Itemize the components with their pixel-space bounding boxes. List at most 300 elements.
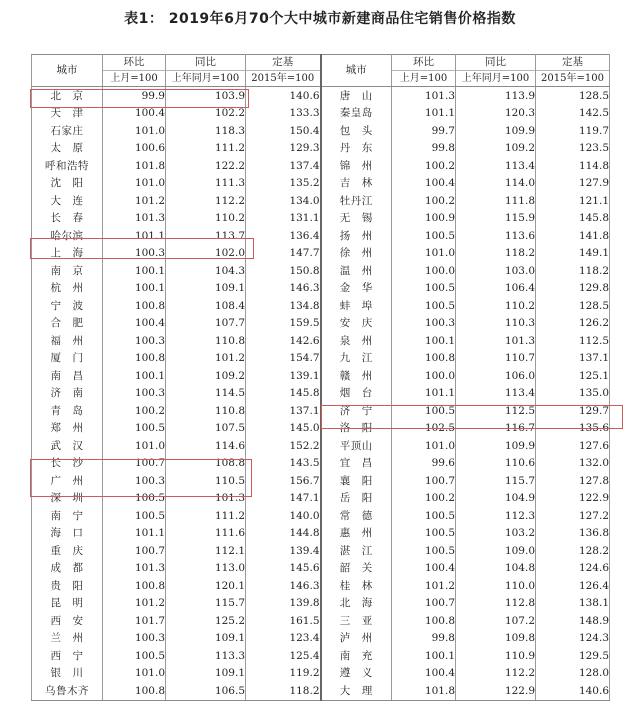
mom-cell-right: 102.5 bbox=[392, 420, 456, 438]
city-cell-right: 安 庆 bbox=[321, 315, 392, 333]
base-cell-right: 124.6 bbox=[536, 560, 610, 578]
mom-cell-left: 100.6 bbox=[103, 140, 166, 158]
subheader-yoy-left: 上年同月=100 bbox=[166, 71, 246, 87]
city-cell-right: 赣 州 bbox=[321, 367, 392, 385]
table-row bbox=[32, 455, 610, 473]
table-row bbox=[32, 315, 610, 333]
city-cell-left: 天 津 bbox=[32, 105, 103, 123]
yoy-cell-right: 113.6 bbox=[456, 227, 536, 245]
table-row bbox=[32, 105, 610, 123]
mom-cell-left: 100.8 bbox=[103, 682, 166, 700]
yoy-cell-left: 109.1 bbox=[166, 665, 246, 683]
mom-cell-right: 100.5 bbox=[392, 227, 456, 245]
base-cell-left: 142.6 bbox=[246, 332, 321, 350]
base-cell-left: 143.5 bbox=[246, 455, 321, 473]
city-cell-left: 银 川 bbox=[32, 665, 103, 683]
base-cell-left: 139.8 bbox=[246, 595, 321, 613]
table-row bbox=[32, 157, 610, 175]
mom-cell-right: 100.5 bbox=[392, 525, 456, 543]
mom-cell-right: 101.0 bbox=[392, 437, 456, 455]
table-row bbox=[32, 280, 610, 298]
base-cell-right: 149.1 bbox=[536, 245, 610, 263]
city-cell-left: 郑 州 bbox=[32, 420, 103, 438]
city-cell-left: 北 京 bbox=[32, 87, 103, 105]
mom-cell-right: 101.1 bbox=[392, 385, 456, 403]
base-cell-right: 142.5 bbox=[536, 105, 610, 123]
table-row bbox=[32, 245, 610, 263]
table-row bbox=[32, 647, 610, 665]
mom-cell-right: 100.5 bbox=[392, 542, 456, 560]
base-cell-left: 144.8 bbox=[246, 525, 321, 543]
city-cell-left: 乌鲁木齐 bbox=[32, 682, 103, 700]
yoy-cell-right: 112.2 bbox=[456, 665, 536, 683]
yoy-cell-right: 113.4 bbox=[456, 157, 536, 175]
header-base-right: 定基 bbox=[536, 55, 610, 71]
yoy-cell-right: 107.2 bbox=[456, 612, 536, 630]
yoy-cell-left: 103.9 bbox=[166, 87, 246, 105]
yoy-cell-left: 112.1 bbox=[166, 542, 246, 560]
city-cell-left: 西 安 bbox=[32, 612, 103, 630]
mom-cell-left: 100.3 bbox=[103, 332, 166, 350]
header-yoy-left: 同比 bbox=[166, 55, 246, 71]
header-city-right: 城市 bbox=[321, 55, 392, 87]
city-cell-left: 厦 门 bbox=[32, 350, 103, 368]
yoy-cell-right: 113.9 bbox=[456, 87, 536, 105]
city-cell-right: 金 华 bbox=[321, 280, 392, 298]
city-cell-left: 南 昌 bbox=[32, 367, 103, 385]
base-cell-right: 148.9 bbox=[536, 612, 610, 630]
mom-cell-left: 101.0 bbox=[103, 437, 166, 455]
city-cell-right: 秦皇岛 bbox=[321, 105, 392, 123]
yoy-cell-left: 110.8 bbox=[166, 402, 246, 420]
base-cell-left: 134.8 bbox=[246, 297, 321, 315]
table-row bbox=[32, 192, 610, 210]
yoy-cell-left: 109.1 bbox=[166, 630, 246, 648]
base-cell-left: 147.1 bbox=[246, 490, 321, 508]
yoy-cell-right: 112.3 bbox=[456, 507, 536, 525]
city-cell-right: 烟 台 bbox=[321, 385, 392, 403]
mom-cell-left: 101.0 bbox=[103, 175, 166, 193]
yoy-cell-right: 109.9 bbox=[456, 437, 536, 455]
city-cell-left: 广 州 bbox=[32, 472, 103, 490]
city-cell-left: 西 宁 bbox=[32, 647, 103, 665]
city-cell-right: 三 亚 bbox=[321, 612, 392, 630]
city-cell-left: 青 岛 bbox=[32, 402, 103, 420]
yoy-cell-right: 110.0 bbox=[456, 577, 536, 595]
mom-cell-left: 100.1 bbox=[103, 280, 166, 298]
city-cell-right: 扬 州 bbox=[321, 227, 392, 245]
yoy-cell-left: 109.2 bbox=[166, 367, 246, 385]
mom-cell-right: 100.0 bbox=[392, 367, 456, 385]
city-cell-left: 太 原 bbox=[32, 140, 103, 158]
city-cell-left: 宁 波 bbox=[32, 297, 103, 315]
mom-cell-right: 100.8 bbox=[392, 612, 456, 630]
city-cell-right: 锦 州 bbox=[321, 157, 392, 175]
base-cell-right: 127.2 bbox=[536, 507, 610, 525]
table-row bbox=[32, 367, 610, 385]
header-city-left: 城市 bbox=[32, 55, 103, 87]
mom-cell-left: 100.8 bbox=[103, 350, 166, 368]
base-cell-left: 137.1 bbox=[246, 402, 321, 420]
base-cell-left: 123.4 bbox=[246, 630, 321, 648]
city-cell-left: 福 州 bbox=[32, 332, 103, 350]
city-cell-left: 贵 阳 bbox=[32, 577, 103, 595]
mom-cell-left: 100.5 bbox=[103, 420, 166, 438]
city-cell-left: 大 连 bbox=[32, 192, 103, 210]
city-cell-right: 无 锡 bbox=[321, 210, 392, 228]
mom-cell-left: 100.7 bbox=[103, 455, 166, 473]
yoy-cell-right: 103.0 bbox=[456, 262, 536, 280]
base-cell-left: 147.7 bbox=[246, 245, 321, 263]
base-cell-right: 118.2 bbox=[536, 262, 610, 280]
table-row bbox=[32, 262, 610, 280]
base-cell-right: 124.3 bbox=[536, 630, 610, 648]
base-cell-left: 161.5 bbox=[246, 612, 321, 630]
yoy-cell-left: 108.4 bbox=[166, 297, 246, 315]
city-cell-right: 洛 阳 bbox=[321, 420, 392, 438]
base-cell-right: 135.6 bbox=[536, 420, 610, 438]
mom-cell-right: 100.2 bbox=[392, 157, 456, 175]
yoy-cell-right: 110.7 bbox=[456, 350, 536, 368]
yoy-cell-right: 110.3 bbox=[456, 315, 536, 333]
base-cell-left: 133.3 bbox=[246, 105, 321, 123]
city-cell-right: 济 宁 bbox=[321, 402, 392, 420]
city-cell-right: 牡丹江 bbox=[321, 192, 392, 210]
yoy-cell-right: 111.8 bbox=[456, 192, 536, 210]
table-row bbox=[32, 595, 610, 613]
city-cell-right: 温 州 bbox=[321, 262, 392, 280]
yoy-cell-left: 111.2 bbox=[166, 507, 246, 525]
table-row bbox=[32, 472, 610, 490]
mom-cell-right: 100.1 bbox=[392, 332, 456, 350]
city-cell-right: 泉 州 bbox=[321, 332, 392, 350]
yoy-cell-left: 113.0 bbox=[166, 560, 246, 578]
mom-cell-left: 100.7 bbox=[103, 542, 166, 560]
base-cell-right: 129.5 bbox=[536, 647, 610, 665]
yoy-cell-left: 110.2 bbox=[166, 210, 246, 228]
base-cell-left: 145.6 bbox=[246, 560, 321, 578]
city-cell-left: 重 庆 bbox=[32, 542, 103, 560]
mom-cell-right: 101.3 bbox=[392, 87, 456, 105]
base-cell-left: 152.2 bbox=[246, 437, 321, 455]
yoy-cell-left: 118.3 bbox=[166, 122, 246, 140]
city-cell-left: 昆 明 bbox=[32, 595, 103, 613]
yoy-cell-right: 106.4 bbox=[456, 280, 536, 298]
base-cell-right: 129.8 bbox=[536, 280, 610, 298]
yoy-cell-left: 102.0 bbox=[166, 245, 246, 263]
mom-cell-left: 100.5 bbox=[103, 490, 166, 508]
yoy-cell-right: 101.3 bbox=[456, 332, 536, 350]
city-cell-right: 北 海 bbox=[321, 595, 392, 613]
mom-cell-left: 100.4 bbox=[103, 105, 166, 123]
city-cell-left: 合 肥 bbox=[32, 315, 103, 333]
mom-cell-right: 100.0 bbox=[392, 262, 456, 280]
base-cell-left: 125.4 bbox=[246, 647, 321, 665]
base-cell-right: 128.2 bbox=[536, 542, 610, 560]
base-cell-right: 123.5 bbox=[536, 140, 610, 158]
mom-cell-left: 100.8 bbox=[103, 577, 166, 595]
table-row bbox=[32, 437, 610, 455]
yoy-cell-left: 113.7 bbox=[166, 227, 246, 245]
city-cell-left: 杭 州 bbox=[32, 280, 103, 298]
yoy-cell-left: 114.5 bbox=[166, 385, 246, 403]
mom-cell-right: 100.1 bbox=[392, 647, 456, 665]
mom-cell-right: 99.6 bbox=[392, 455, 456, 473]
mom-cell-right: 101.2 bbox=[392, 577, 456, 595]
base-cell-right: 112.5 bbox=[536, 332, 610, 350]
mom-cell-left: 100.5 bbox=[103, 507, 166, 525]
city-cell-right: 遵 义 bbox=[321, 665, 392, 683]
city-cell-right: 韶 关 bbox=[321, 560, 392, 578]
yoy-cell-left: 107.5 bbox=[166, 420, 246, 438]
base-cell-right: 141.8 bbox=[536, 227, 610, 245]
table-row bbox=[32, 350, 610, 368]
base-cell-left: 140.6 bbox=[246, 87, 321, 105]
table-row bbox=[32, 227, 610, 245]
base-cell-left: 150.4 bbox=[246, 122, 321, 140]
table-row bbox=[32, 665, 610, 683]
mom-cell-right: 100.3 bbox=[392, 315, 456, 333]
city-cell-left: 长 春 bbox=[32, 210, 103, 228]
base-cell-left: 145.0 bbox=[246, 420, 321, 438]
table-row bbox=[32, 122, 610, 140]
mom-cell-left: 100.3 bbox=[103, 630, 166, 648]
city-cell-left: 南 宁 bbox=[32, 507, 103, 525]
mom-cell-left: 101.0 bbox=[103, 665, 166, 683]
city-cell-left: 济 南 bbox=[32, 385, 103, 403]
table-row bbox=[32, 560, 610, 578]
base-cell-right: 128.5 bbox=[536, 297, 610, 315]
yoy-cell-right: 104.8 bbox=[456, 560, 536, 578]
base-cell-left: 150.8 bbox=[246, 262, 321, 280]
yoy-cell-left: 109.1 bbox=[166, 280, 246, 298]
city-cell-left: 长 沙 bbox=[32, 455, 103, 473]
table-row bbox=[32, 612, 610, 630]
base-cell-right: 132.0 bbox=[536, 455, 610, 473]
table-row bbox=[32, 490, 610, 508]
mom-cell-right: 100.5 bbox=[392, 297, 456, 315]
mom-cell-left: 100.1 bbox=[103, 367, 166, 385]
base-cell-left: 135.2 bbox=[246, 175, 321, 193]
table-row bbox=[32, 542, 610, 560]
city-cell-right: 大 理 bbox=[321, 682, 392, 700]
base-cell-left: 156.7 bbox=[246, 472, 321, 490]
mom-cell-left: 101.1 bbox=[103, 227, 166, 245]
base-cell-right: 127.6 bbox=[536, 437, 610, 455]
price-index-table bbox=[31, 54, 610, 701]
table-row bbox=[32, 577, 610, 595]
city-cell-left: 南 京 bbox=[32, 262, 103, 280]
city-cell-right: 包 头 bbox=[321, 122, 392, 140]
yoy-cell-left: 108.8 bbox=[166, 455, 246, 473]
yoy-cell-right: 120.3 bbox=[456, 105, 536, 123]
yoy-cell-right: 109.0 bbox=[456, 542, 536, 560]
yoy-cell-left: 101.2 bbox=[166, 350, 246, 368]
city-cell-right: 南 充 bbox=[321, 647, 392, 665]
city-cell-right: 平顶山 bbox=[321, 437, 392, 455]
yoy-cell-right: 118.2 bbox=[456, 245, 536, 263]
base-cell-right: 126.4 bbox=[536, 577, 610, 595]
mom-cell-right: 100.5 bbox=[392, 402, 456, 420]
mom-cell-left: 101.2 bbox=[103, 595, 166, 613]
mom-cell-right: 100.7 bbox=[392, 595, 456, 613]
subheader-yoy-right: 上年同月=100 bbox=[456, 71, 536, 87]
base-cell-left: 159.5 bbox=[246, 315, 321, 333]
base-cell-right: 114.8 bbox=[536, 157, 610, 175]
city-cell-left: 哈尔滨 bbox=[32, 227, 103, 245]
mom-cell-right: 100.9 bbox=[392, 210, 456, 228]
subheader-base-left: 2015年=100 bbox=[246, 71, 321, 87]
mom-cell-right: 101.0 bbox=[392, 245, 456, 263]
mom-cell-left: 100.5 bbox=[103, 647, 166, 665]
yoy-cell-left: 106.5 bbox=[166, 682, 246, 700]
yoy-cell-left: 102.2 bbox=[166, 105, 246, 123]
base-cell-right: 128.0 bbox=[536, 665, 610, 683]
table-row bbox=[32, 402, 610, 420]
yoy-cell-left: 114.6 bbox=[166, 437, 246, 455]
city-cell-right: 吉 林 bbox=[321, 175, 392, 193]
city-cell-left: 深 圳 bbox=[32, 490, 103, 508]
mom-cell-right: 99.8 bbox=[392, 630, 456, 648]
yoy-cell-right: 104.9 bbox=[456, 490, 536, 508]
table-row bbox=[32, 507, 610, 525]
mom-cell-left: 100.3 bbox=[103, 472, 166, 490]
city-cell-right: 九 江 bbox=[321, 350, 392, 368]
base-cell-left: 146.3 bbox=[246, 577, 321, 595]
mom-cell-right: 100.5 bbox=[392, 280, 456, 298]
yoy-cell-right: 122.9 bbox=[456, 682, 536, 700]
mom-cell-left: 101.2 bbox=[103, 192, 166, 210]
header-mom-right: 环比 bbox=[392, 55, 456, 71]
yoy-cell-right: 115.9 bbox=[456, 210, 536, 228]
yoy-cell-right: 112.8 bbox=[456, 595, 536, 613]
header-mom-left: 环比 bbox=[103, 55, 166, 71]
city-cell-right: 岳 阳 bbox=[321, 490, 392, 508]
yoy-cell-right: 109.2 bbox=[456, 140, 536, 158]
city-cell-right: 徐 州 bbox=[321, 245, 392, 263]
city-cell-left: 上 海 bbox=[32, 245, 103, 263]
base-cell-right: 128.5 bbox=[536, 87, 610, 105]
mom-cell-right: 100.8 bbox=[392, 350, 456, 368]
city-cell-right: 泸 州 bbox=[321, 630, 392, 648]
base-cell-left: 129.3 bbox=[246, 140, 321, 158]
mom-cell-left: 100.1 bbox=[103, 262, 166, 280]
base-cell-right: 136.8 bbox=[536, 525, 610, 543]
table-row bbox=[32, 385, 610, 403]
base-cell-right: 119.7 bbox=[536, 122, 610, 140]
base-cell-right: 127.8 bbox=[536, 472, 610, 490]
yoy-cell-right: 116.7 bbox=[456, 420, 536, 438]
yoy-cell-left: 101.3 bbox=[166, 490, 246, 508]
header-base-left: 定基 bbox=[246, 55, 321, 71]
yoy-cell-right: 110.9 bbox=[456, 647, 536, 665]
table-row bbox=[32, 525, 610, 543]
city-cell-left: 兰 州 bbox=[32, 630, 103, 648]
mom-cell-left: 101.3 bbox=[103, 210, 166, 228]
yoy-cell-left: 122.2 bbox=[166, 157, 246, 175]
yoy-cell-left: 112.2 bbox=[166, 192, 246, 210]
mom-cell-right: 101.1 bbox=[392, 105, 456, 123]
base-cell-right: 145.8 bbox=[536, 210, 610, 228]
yoy-cell-left: 104.3 bbox=[166, 262, 246, 280]
city-cell-right: 丹 东 bbox=[321, 140, 392, 158]
yoy-cell-right: 109.9 bbox=[456, 122, 536, 140]
city-cell-left: 成 都 bbox=[32, 560, 103, 578]
yoy-cell-left: 110.8 bbox=[166, 332, 246, 350]
yoy-cell-right: 109.8 bbox=[456, 630, 536, 648]
mom-cell-left: 99.9 bbox=[103, 87, 166, 105]
table-row bbox=[32, 297, 610, 315]
base-cell-left: 146.3 bbox=[246, 280, 321, 298]
base-cell-left: 131.1 bbox=[246, 210, 321, 228]
base-cell-right: 137.1 bbox=[536, 350, 610, 368]
base-cell-left: 139.1 bbox=[246, 367, 321, 385]
city-cell-left: 呼和浩特 bbox=[32, 157, 103, 175]
city-cell-right: 唐 山 bbox=[321, 87, 392, 105]
base-cell-left: 134.0 bbox=[246, 192, 321, 210]
yoy-cell-right: 113.4 bbox=[456, 385, 536, 403]
mom-cell-right: 100.4 bbox=[392, 665, 456, 683]
mom-cell-left: 100.8 bbox=[103, 297, 166, 315]
yoy-cell-left: 107.7 bbox=[166, 315, 246, 333]
table-row bbox=[32, 332, 610, 350]
mom-cell-left: 101.1 bbox=[103, 525, 166, 543]
base-cell-left: 119.2 bbox=[246, 665, 321, 683]
mom-cell-right: 100.4 bbox=[392, 175, 456, 193]
yoy-cell-right: 112.5 bbox=[456, 402, 536, 420]
mom-cell-right: 100.5 bbox=[392, 507, 456, 525]
city-cell-right: 蚌 埠 bbox=[321, 297, 392, 315]
base-cell-left: 137.4 bbox=[246, 157, 321, 175]
yoy-cell-left: 120.1 bbox=[166, 577, 246, 595]
mom-cell-right: 100.2 bbox=[392, 192, 456, 210]
yoy-cell-right: 115.7 bbox=[456, 472, 536, 490]
base-cell-left: 136.4 bbox=[246, 227, 321, 245]
yoy-cell-right: 114.0 bbox=[456, 175, 536, 193]
table-row bbox=[32, 175, 610, 193]
city-cell-right: 桂 林 bbox=[321, 577, 392, 595]
city-cell-right: 惠 州 bbox=[321, 525, 392, 543]
yoy-cell-right: 103.2 bbox=[456, 525, 536, 543]
mom-cell-left: 100.3 bbox=[103, 245, 166, 263]
table-title: 表1： 2019年6月70个大中城市新建商品住宅销售价格指数 bbox=[124, 11, 516, 27]
yoy-cell-left: 115.7 bbox=[166, 595, 246, 613]
base-cell-left: 154.7 bbox=[246, 350, 321, 368]
base-cell-right: 129.7 bbox=[536, 402, 610, 420]
base-cell-right: 140.6 bbox=[536, 682, 610, 700]
mom-cell-left: 100.2 bbox=[103, 402, 166, 420]
city-cell-right: 常 德 bbox=[321, 507, 392, 525]
base-cell-left: 118.2 bbox=[246, 682, 321, 700]
city-cell-right: 宜 昌 bbox=[321, 455, 392, 473]
mom-cell-right: 100.4 bbox=[392, 560, 456, 578]
yoy-cell-left: 111.2 bbox=[166, 140, 246, 158]
table-row bbox=[32, 140, 610, 158]
header-row bbox=[32, 55, 610, 71]
base-cell-right: 126.2 bbox=[536, 315, 610, 333]
base-cell-right: 127.9 bbox=[536, 175, 610, 193]
city-cell-left: 沈 阳 bbox=[32, 175, 103, 193]
base-cell-left: 139.4 bbox=[246, 542, 321, 560]
yoy-cell-left: 111.6 bbox=[166, 525, 246, 543]
mom-cell-left: 100.3 bbox=[103, 385, 166, 403]
yoy-cell-left: 125.2 bbox=[166, 612, 246, 630]
mom-cell-left: 100.4 bbox=[103, 315, 166, 333]
mom-cell-right: 100.2 bbox=[392, 490, 456, 508]
subheader-mom-left: 上月=100 bbox=[103, 71, 166, 87]
yoy-cell-right: 110.6 bbox=[456, 455, 536, 473]
base-cell-right: 138.1 bbox=[536, 595, 610, 613]
